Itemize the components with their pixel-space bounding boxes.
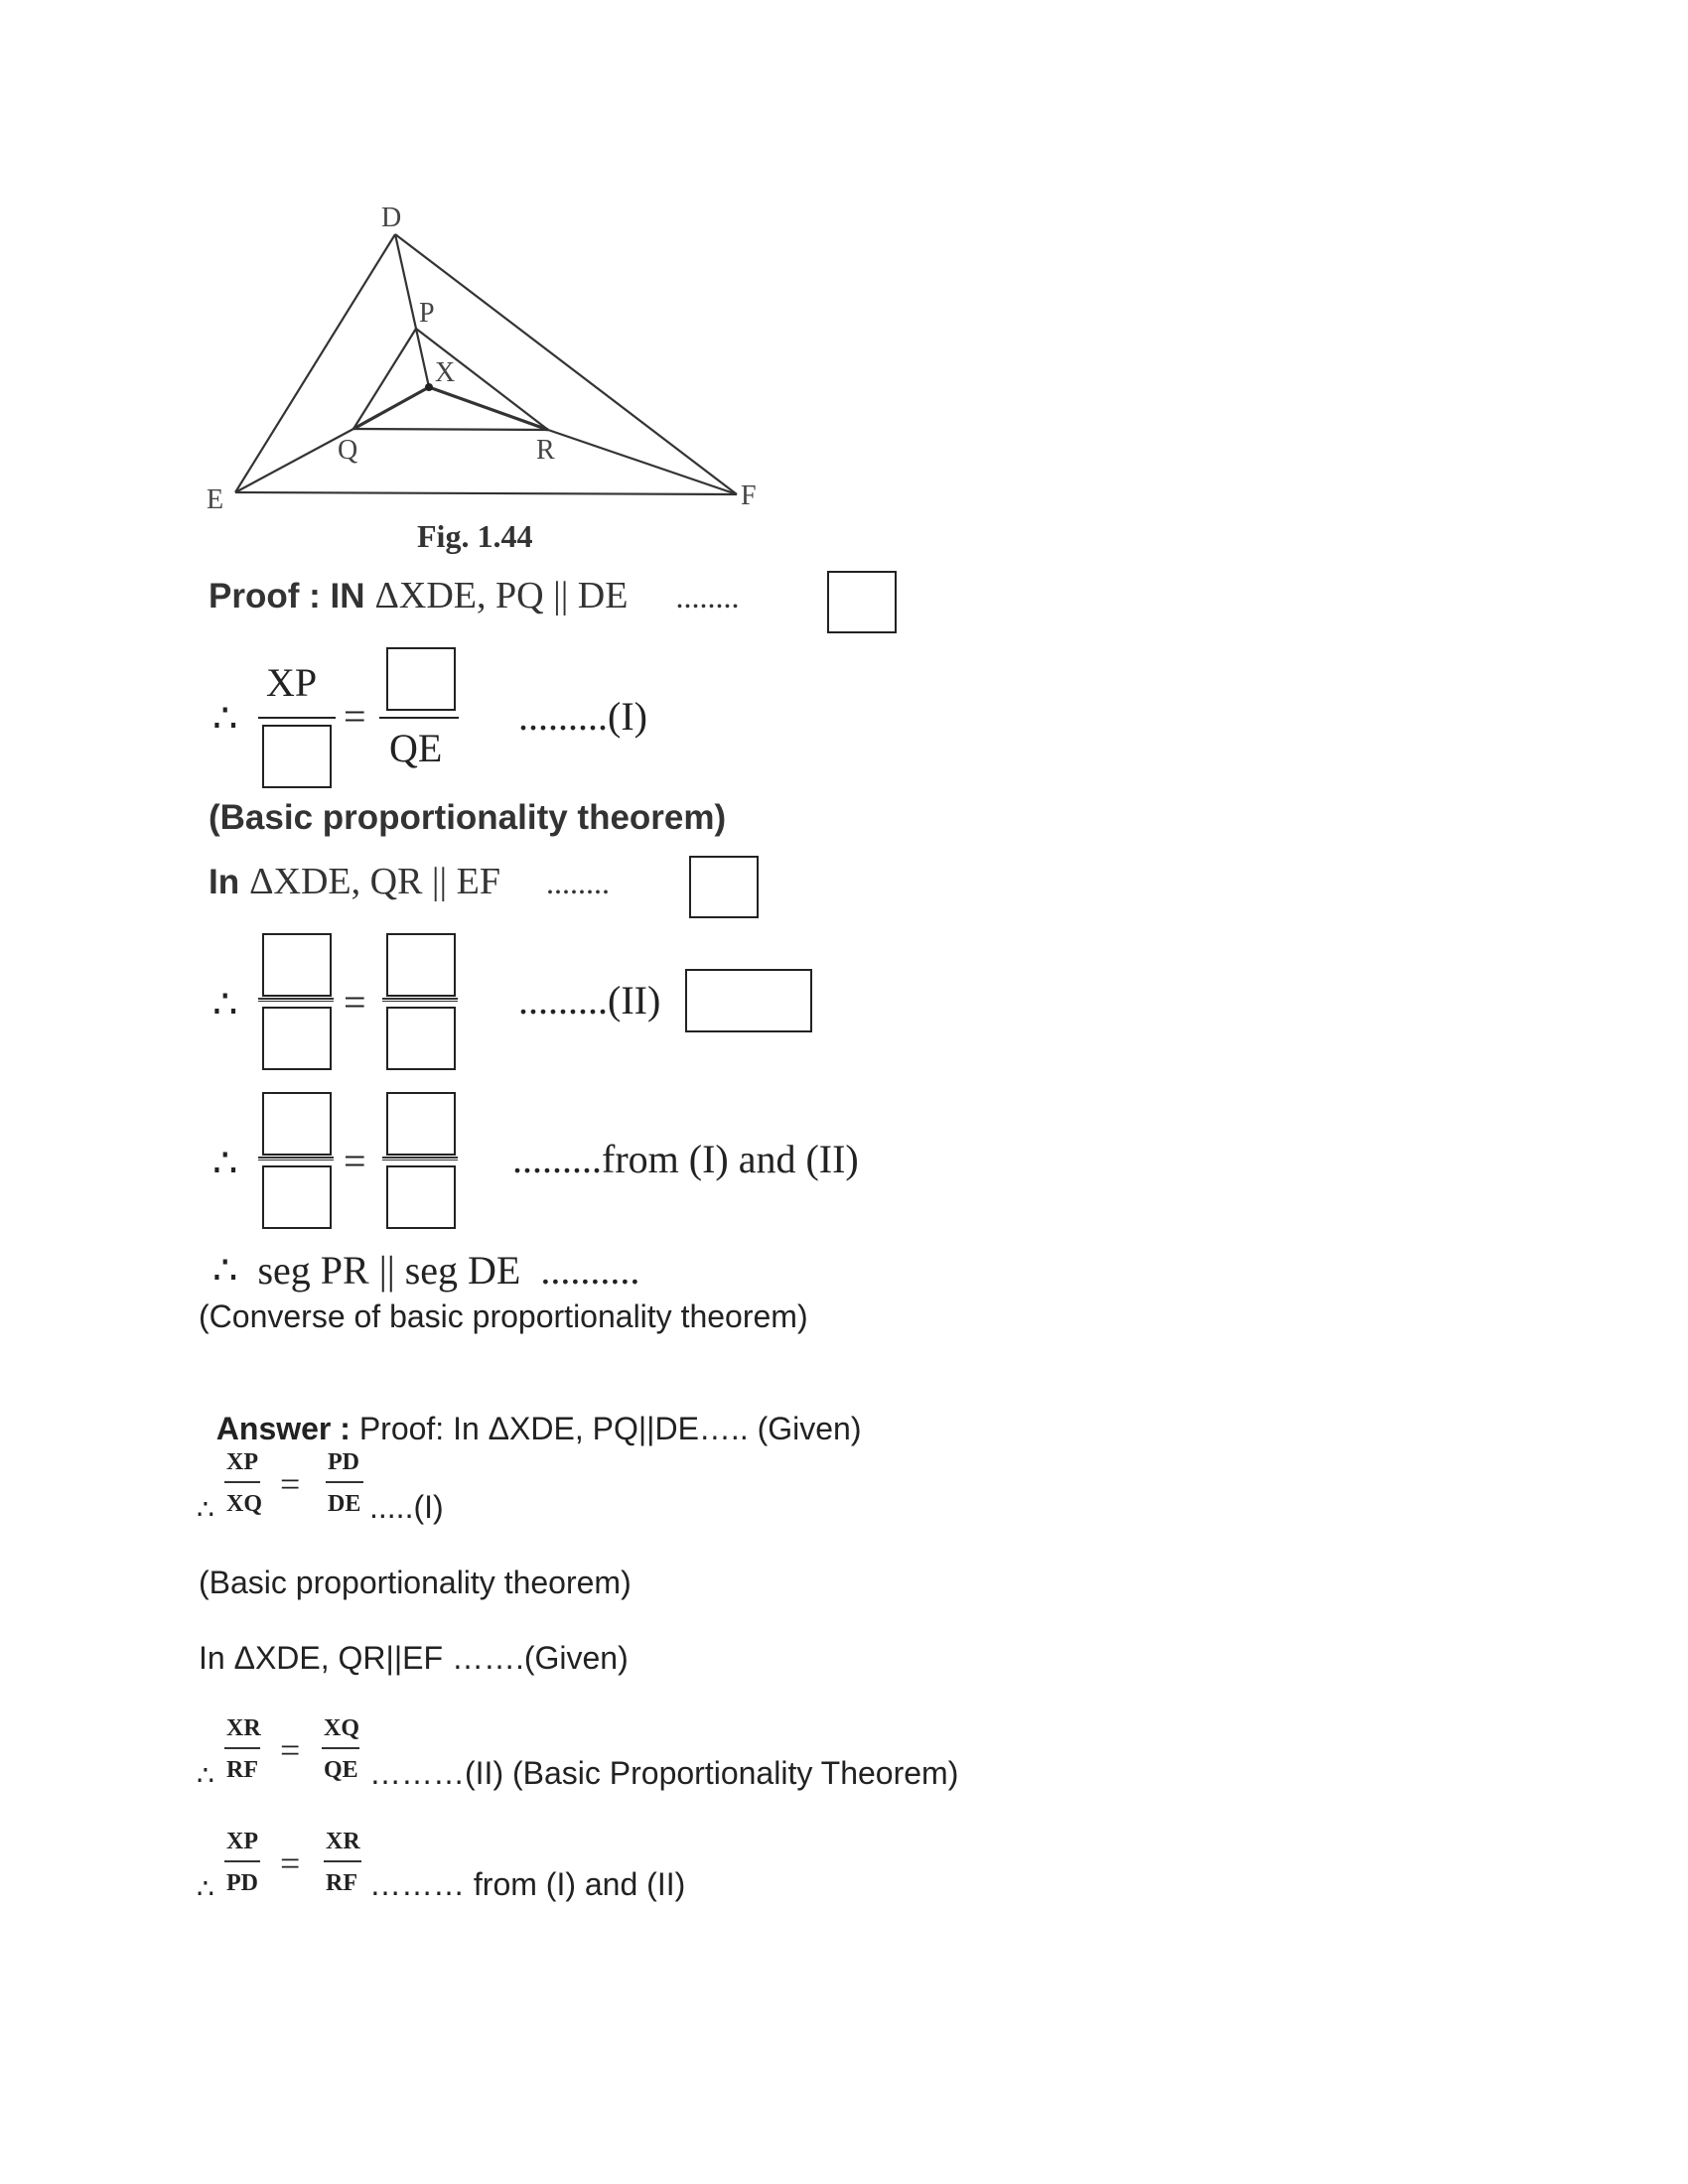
- fraction-denominator: RF: [326, 1870, 357, 1896]
- therefore-symbol: ∴: [197, 1494, 214, 1525]
- point-label-e: E: [207, 484, 224, 515]
- equals-sign: =: [344, 980, 366, 1024]
- figure-triangle: [189, 189, 804, 546]
- fraction-bar: [379, 717, 459, 719]
- fraction-numerator: XR: [326, 1829, 360, 1854]
- answer-reference-i: .....(I): [369, 1489, 444, 1525]
- equals-sign: =: [344, 694, 366, 739]
- fraction-numerator: PD: [328, 1449, 359, 1475]
- fraction-denominator: PD: [226, 1870, 258, 1896]
- fraction-bar: [326, 1481, 363, 1483]
- blank-box-fraction-c-den[interactable]: [262, 1165, 332, 1229]
- reference-ii: .........(II): [518, 978, 661, 1023]
- blank-box-fraction-d-num[interactable]: [386, 1092, 456, 1156]
- blank-box-fraction-a-num[interactable]: [262, 933, 332, 997]
- fraction-denominator-qe: QE: [389, 726, 443, 770]
- fraction-bar: [224, 1747, 260, 1749]
- answer-line-1: [199, 1374, 862, 1447]
- fraction-bar: [224, 1860, 260, 1862]
- fraction-bar: [258, 998, 334, 1002]
- answer-proof-text: Proof: In ΔXDE, PQ||DE….. (Given): [350, 1411, 862, 1446]
- therefore-symbol: ∴: [197, 1760, 214, 1791]
- blank-box-reason-ii[interactable]: [685, 969, 812, 1032]
- fraction-bar: [322, 1747, 359, 1749]
- equals-sign: =: [280, 1730, 301, 1770]
- question-line-1: [209, 574, 739, 617]
- fraction-bar: [382, 998, 458, 1002]
- reference-from-i-ii: .........from (I) and (II): [512, 1137, 859, 1181]
- bpt-label: (Basic proportionality theorem): [209, 798, 727, 837]
- answer-label: Answer :: [215, 1411, 351, 1446]
- point-label-x: X: [435, 357, 456, 388]
- equals-sign: =: [280, 1464, 301, 1504]
- fraction-numerator: XP: [226, 1829, 258, 1854]
- converse-label: (Converse of basic proportionality theorem): [199, 1298, 808, 1334]
- fraction-denominator: QE: [324, 1757, 358, 1783]
- fraction-bar: [382, 1157, 458, 1160]
- blank-box-fraction-b-num[interactable]: [386, 933, 456, 997]
- point-label-p: P: [419, 298, 435, 329]
- conclusion: ∴ seg PR || seg DE ..........: [212, 1248, 640, 1293]
- fraction-numerator-xp: XP: [266, 660, 318, 705]
- therefore-symbol: ∴: [212, 982, 238, 1026]
- equals-sign: =: [280, 1843, 301, 1883]
- blank-box-reason-2[interactable]: [689, 856, 759, 918]
- point-label-d: D: [381, 203, 402, 233]
- fraction-numerator: XP: [226, 1449, 258, 1475]
- point-label-f: F: [741, 480, 757, 511]
- answer-line-2: In ΔXDE, QR||EF …….(Given): [199, 1640, 629, 1676]
- fraction-denominator: RF: [226, 1757, 258, 1783]
- equals-sign: =: [344, 1139, 366, 1183]
- therefore-symbol: ∴: [212, 1141, 238, 1185]
- point-label-r: R: [536, 435, 555, 466]
- answer-reference-ii: ………(II) (Basic Proportionality Theorem): [369, 1755, 959, 1791]
- therefore-symbol: ∴: [197, 1873, 214, 1904]
- fraction-bar: [258, 1157, 334, 1160]
- reference-i: .........(I): [518, 694, 647, 739]
- blank-box-fraction-c-num[interactable]: [262, 1092, 332, 1156]
- blank-box-fraction-a-den[interactable]: [262, 1007, 332, 1070]
- fraction-bar: [324, 1860, 361, 1862]
- answer-bpt-label: (Basic proportionality theorem): [199, 1565, 632, 1600]
- line-2-expression: ΔXDE, QR || EF: [249, 861, 500, 902]
- fraction-numerator: XQ: [324, 1715, 359, 1741]
- therefore-symbol: ∴: [212, 696, 238, 741]
- proof-label: Proof : IN: [209, 577, 365, 615]
- fraction-denominator: DE: [328, 1491, 361, 1517]
- blank-box-fraction-b-den[interactable]: [386, 1007, 456, 1070]
- figure-caption: Fig. 1.44: [417, 518, 533, 554]
- blank-box-numerator[interactable]: [386, 647, 456, 711]
- fraction-bar: [258, 717, 336, 719]
- dots: ........: [546, 865, 610, 900]
- blank-box-denominator[interactable]: [262, 725, 332, 788]
- question-line-2: [209, 860, 610, 903]
- fraction-numerator: XR: [226, 1715, 261, 1741]
- answer-reference-from-i-ii: ……… from (I) and (II): [369, 1866, 686, 1902]
- blank-box-fraction-d-den[interactable]: [386, 1165, 456, 1229]
- fraction-bar: [224, 1481, 260, 1483]
- in-label: In: [209, 863, 240, 901]
- proof-expression: ΔXDE, PQ || DE: [374, 575, 629, 616]
- point-label-q: Q: [338, 435, 358, 466]
- blank-box-reason-1[interactable]: [827, 571, 897, 633]
- fraction-denominator: XQ: [226, 1491, 262, 1517]
- dots: ........: [675, 579, 740, 614]
